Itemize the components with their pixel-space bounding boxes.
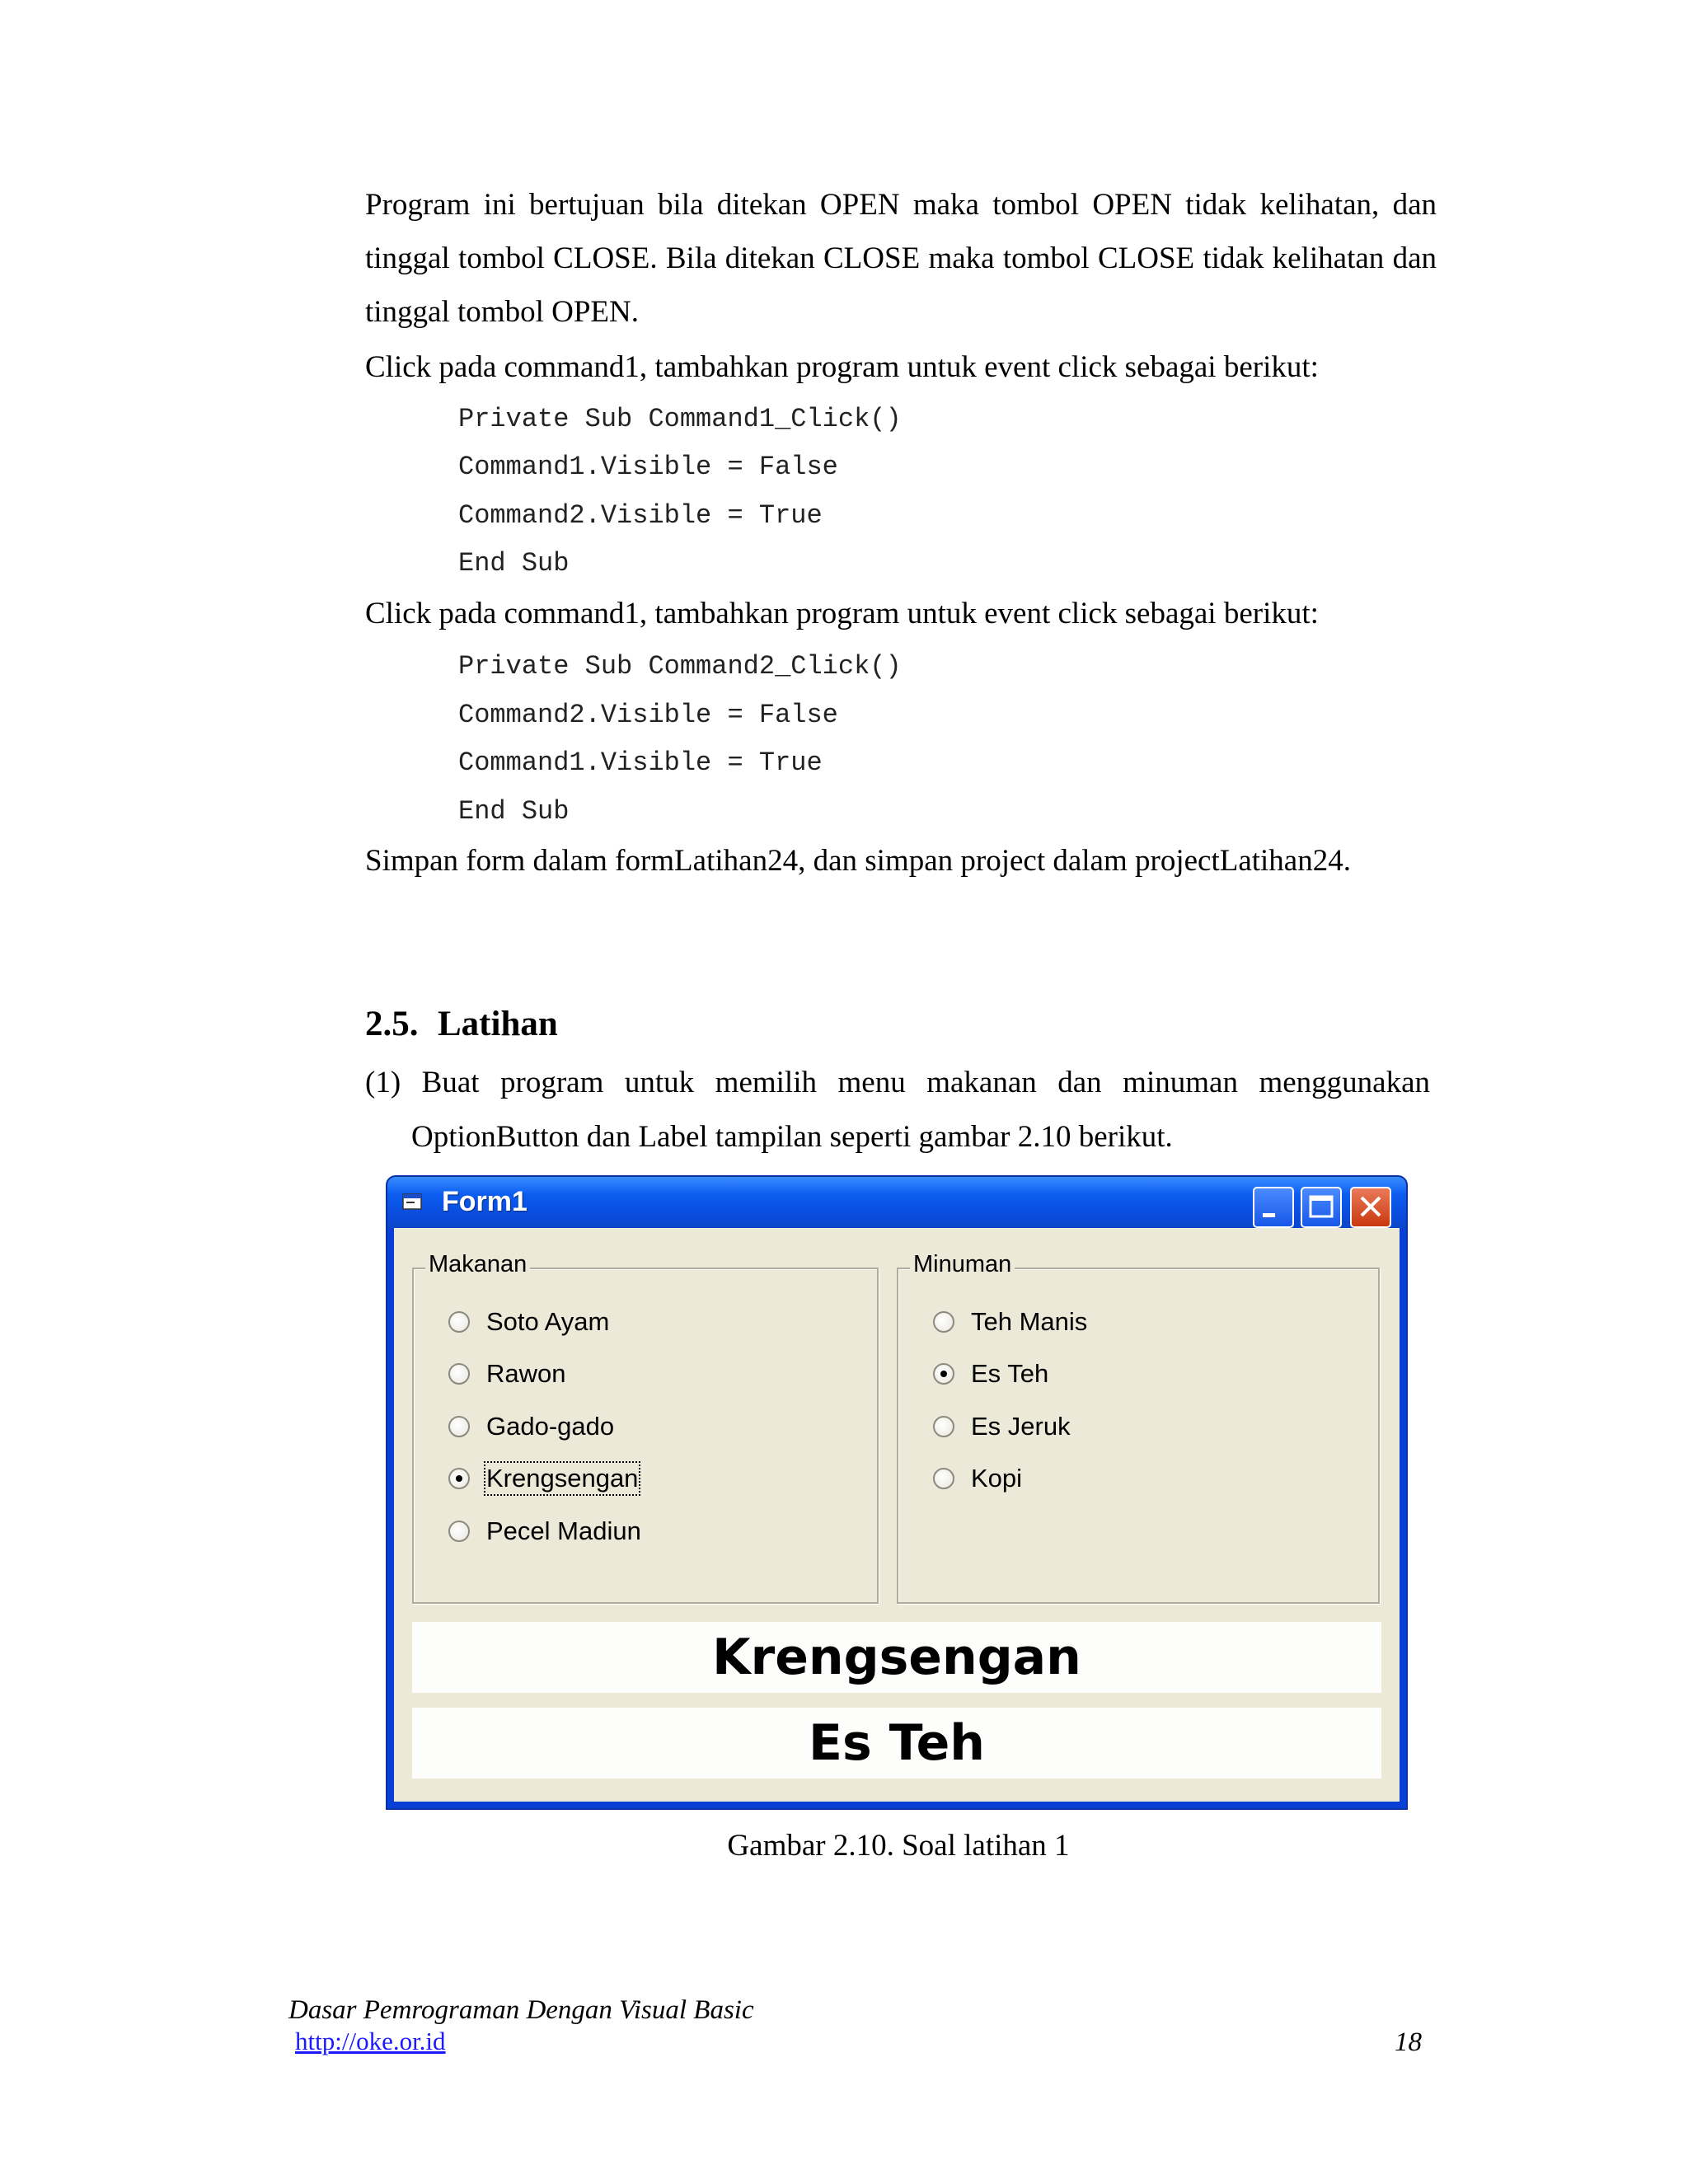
- radio-button-checked[interactable]: [933, 1363, 954, 1385]
- radio-button[interactable]: [933, 1468, 954, 1489]
- minimize-button[interactable]: [1253, 1187, 1294, 1228]
- form-client-area: [394, 1228, 1400, 1802]
- minimize-icon: [1254, 1188, 1292, 1226]
- radio-button[interactable]: [448, 1521, 470, 1542]
- option-makanan[interactable]: [448, 1412, 614, 1441]
- frame-minuman: [897, 1251, 1380, 1604]
- exercise-line-2: OptionButton dan Label tampilan seperti gambar 2.10 berikut.: [411, 1120, 1173, 1154]
- code-line: Private Sub Command2_Click(): [458, 651, 902, 682]
- exercise-line-1: (1) Buat program untuk memilih menu makanan dan minuman menggunakan: [365, 1066, 1430, 1099]
- close-icon: [1352, 1188, 1390, 1226]
- frame-makanan: [412, 1251, 879, 1604]
- page-number: 18: [1395, 2027, 1422, 2057]
- code-line: Command2.Visible = True: [458, 500, 823, 531]
- code-line: End Sub: [458, 796, 570, 827]
- code-line: End Sub: [458, 548, 570, 579]
- radio-button[interactable]: [448, 1416, 470, 1437]
- section-number: 2.5.: [365, 1005, 419, 1043]
- radio-button[interactable]: [933, 1416, 954, 1437]
- window-title: Form1: [442, 1186, 528, 1217]
- section-title: Latihan: [438, 1005, 558, 1043]
- intro-paragraph: Program ini bertujuan bila ditekan OPEN maka tombol OPEN tidak kelihatan, dan tinggal tombol CLOSE. Bila ditekan CLOSE maka tombol CLOSE tidak kelihatan dan tinggal tombol OPEN.: [365, 188, 1437, 329]
- option-minuman[interactable]: [933, 1307, 1087, 1337]
- option-makanan[interactable]: [448, 1359, 566, 1389]
- radio-button[interactable]: [448, 1311, 470, 1333]
- frame-minuman-label: Minuman: [910, 1251, 1015, 1278]
- label-minuman: Es Teh: [412, 1708, 1381, 1779]
- section-heading: [365, 1004, 558, 1044]
- option-label: Rawon: [486, 1359, 566, 1388]
- code-line: Command1.Visible = False: [458, 452, 838, 482]
- label-makanan: Krengsengan: [412, 1622, 1381, 1693]
- code-line: Command2.Visible = False: [458, 700, 838, 730]
- footer-link[interactable]: http://oke.or.id: [295, 2027, 446, 2055]
- option-makanan-selected[interactable]: [448, 1464, 638, 1493]
- code-line: Command1.Visible = True: [458, 748, 823, 778]
- step1-text: Click pada command1, tambahkan program untuk event click sebagai berikut:: [365, 350, 1319, 384]
- radio-button[interactable]: [933, 1311, 954, 1333]
- close-button[interactable]: [1350, 1187, 1391, 1228]
- option-minuman[interactable]: [933, 1464, 1022, 1493]
- title-bar[interactable]: [387, 1177, 1406, 1228]
- option-minuman-selected[interactable]: [933, 1359, 1048, 1389]
- radio-button-checked[interactable]: [448, 1468, 470, 1489]
- form-icon: [402, 1192, 424, 1212]
- option-label: Es Teh: [971, 1359, 1049, 1388]
- radio-button[interactable]: [448, 1363, 470, 1385]
- option-label: Gado-gado: [486, 1412, 615, 1441]
- option-makanan[interactable]: [448, 1307, 609, 1337]
- form-window: [386, 1175, 1408, 1810]
- option-minuman[interactable]: [933, 1412, 1071, 1441]
- option-label: Kopi: [971, 1464, 1023, 1493]
- step2-text: Click pada command1, tambahkan program untuk event click sebagai berikut:: [365, 597, 1319, 630]
- option-makanan[interactable]: [448, 1516, 641, 1546]
- option-label: Soto Ayam: [486, 1307, 610, 1336]
- maximize-icon: [1302, 1188, 1340, 1226]
- maximize-button[interactable]: [1301, 1187, 1342, 1228]
- code-line: Private Sub Command1_Click(): [458, 404, 902, 434]
- frame-makanan-label: Makanan: [425, 1251, 530, 1278]
- option-label: Teh Manis: [971, 1307, 1088, 1336]
- figure-caption: Gambar 2.10. Soal latihan 1: [727, 1829, 1070, 1863]
- option-label: Krengsengan: [486, 1464, 639, 1493]
- save-note: Simpan form dalam formLatihan24, dan simpan project dalam projectLatihan24.: [365, 844, 1351, 878]
- footer-book-title: Dasar Pemrograman Dengan Visual Basic: [288, 1995, 754, 2025]
- option-label: Pecel Madiun: [486, 1516, 641, 1545]
- option-label: Es Jeruk: [971, 1412, 1071, 1441]
